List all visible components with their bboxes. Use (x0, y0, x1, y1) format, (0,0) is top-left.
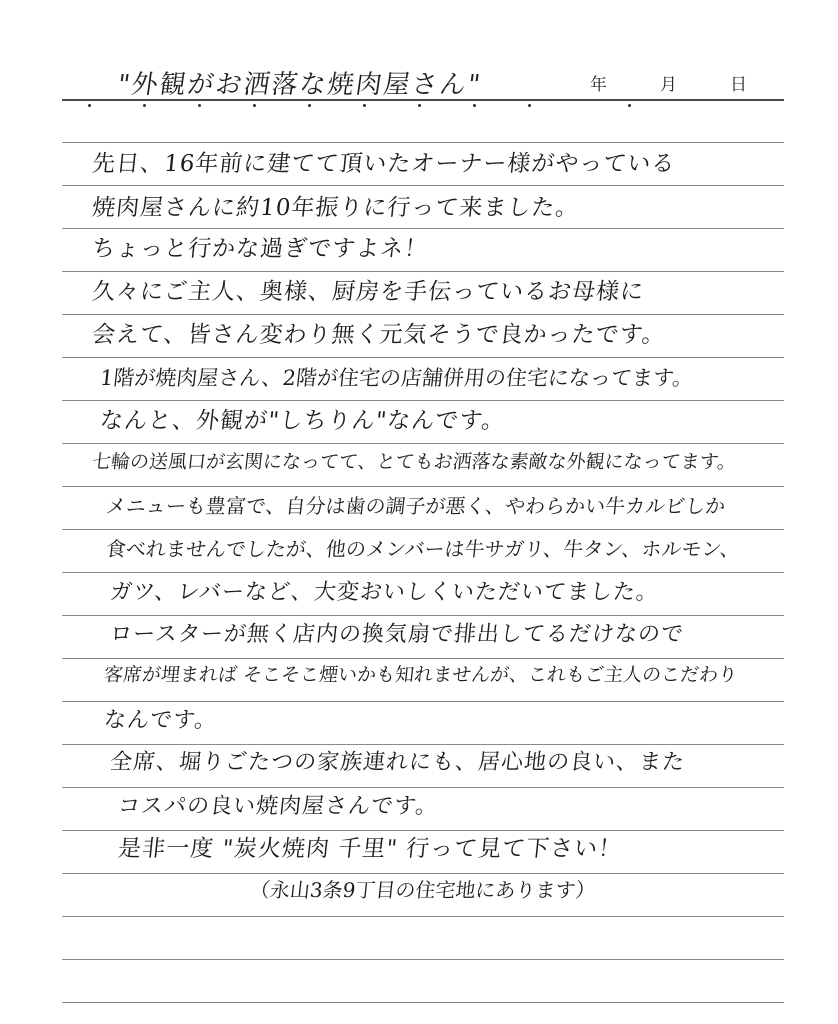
rule-dot (473, 104, 476, 107)
rule-dot (308, 104, 311, 107)
body-line: 1階が焼肉屋さん、2階が住宅の店舗併用の住宅になってます。 (98, 366, 695, 390)
ruled-line (62, 701, 784, 702)
ruled-line (62, 959, 784, 960)
body-line: 会えて、皆さん変わり無く元気そうで良かったです。 (90, 322, 668, 348)
body-line: ロースターが無く店内の換気扇で排出してるだけなので (108, 622, 686, 647)
ruled-line (62, 271, 784, 272)
rule-dot (363, 104, 366, 107)
rule-dot (253, 104, 256, 107)
ruled-line (62, 873, 784, 874)
header-rule (62, 99, 784, 101)
body-line: ガツ、レバーなど、大変おいしくいただいてました。 (108, 580, 661, 605)
body-line: 食べれませんでしたが、他のメンバーは牛サガリ、牛タン、ホルモン、 (104, 537, 742, 561)
ruled-line (62, 615, 784, 616)
ruled-line (62, 486, 784, 487)
ruled-line (62, 185, 784, 186)
body-line: ちょっと行かな過ぎですよネ！ (90, 236, 430, 262)
ruled-line (62, 787, 784, 788)
body-line: 客席が埋まれば そこそこ煙いかも知れませんが、これもご主人のこだわり (102, 664, 739, 686)
body-line: コスパの良い焼肉屋さんです。 (116, 794, 440, 819)
body-line: なんと、外観が"しちりん"なんです。 (98, 408, 507, 434)
page-title: "外観がお洒落な焼肉屋さん" (115, 70, 484, 100)
ruled-line (62, 916, 784, 917)
ruled-line (62, 830, 784, 831)
ruled-line (62, 744, 784, 745)
body-line: 是非一度 "炭火焼肉 千里" 行って見て下さい！ (116, 836, 624, 862)
day-label: 日 (730, 75, 747, 95)
body-line: 七輪の送風口が玄関になってて、とてもお洒落な素敵な外観になってます。 (90, 451, 738, 473)
ruled-line (62, 443, 784, 444)
body-line: 焼肉屋さんに約10年振りに行って来ました。 (90, 195, 581, 221)
body-line: なんです。 (102, 708, 219, 733)
rule-dot (198, 104, 201, 107)
ruled-line (62, 529, 784, 530)
body-line: 先日、16年前に建てて頂いたオーナー様がやっている (90, 151, 677, 177)
ruled-line (62, 228, 784, 229)
month-label: 月 (660, 75, 677, 95)
ruled-line (62, 1002, 784, 1003)
ruled-line (62, 314, 784, 315)
rule-dot (628, 104, 631, 107)
ruled-line (62, 572, 784, 573)
body-line: 全席、堀りごたつの家族連れにも、居心地の良い、また (108, 750, 687, 775)
rule-dot (418, 104, 421, 107)
ruled-line (62, 357, 784, 358)
ruled-line (62, 142, 784, 143)
body-line: （永山3条9丁目の住宅地にあります） (248, 878, 597, 902)
body-line: メニューも豊富で、自分は歯の調子が悪く、やわらかい牛カルビしか (104, 494, 727, 518)
rule-dot (143, 104, 146, 107)
ruled-line (62, 658, 784, 659)
body-line: 久々にご主人、奥様、厨房を手伝っているお母様に (90, 279, 646, 305)
rule-dot (88, 104, 91, 107)
ruled-line (62, 400, 784, 401)
rule-dot (528, 104, 531, 107)
year-label: 年 (590, 75, 607, 95)
